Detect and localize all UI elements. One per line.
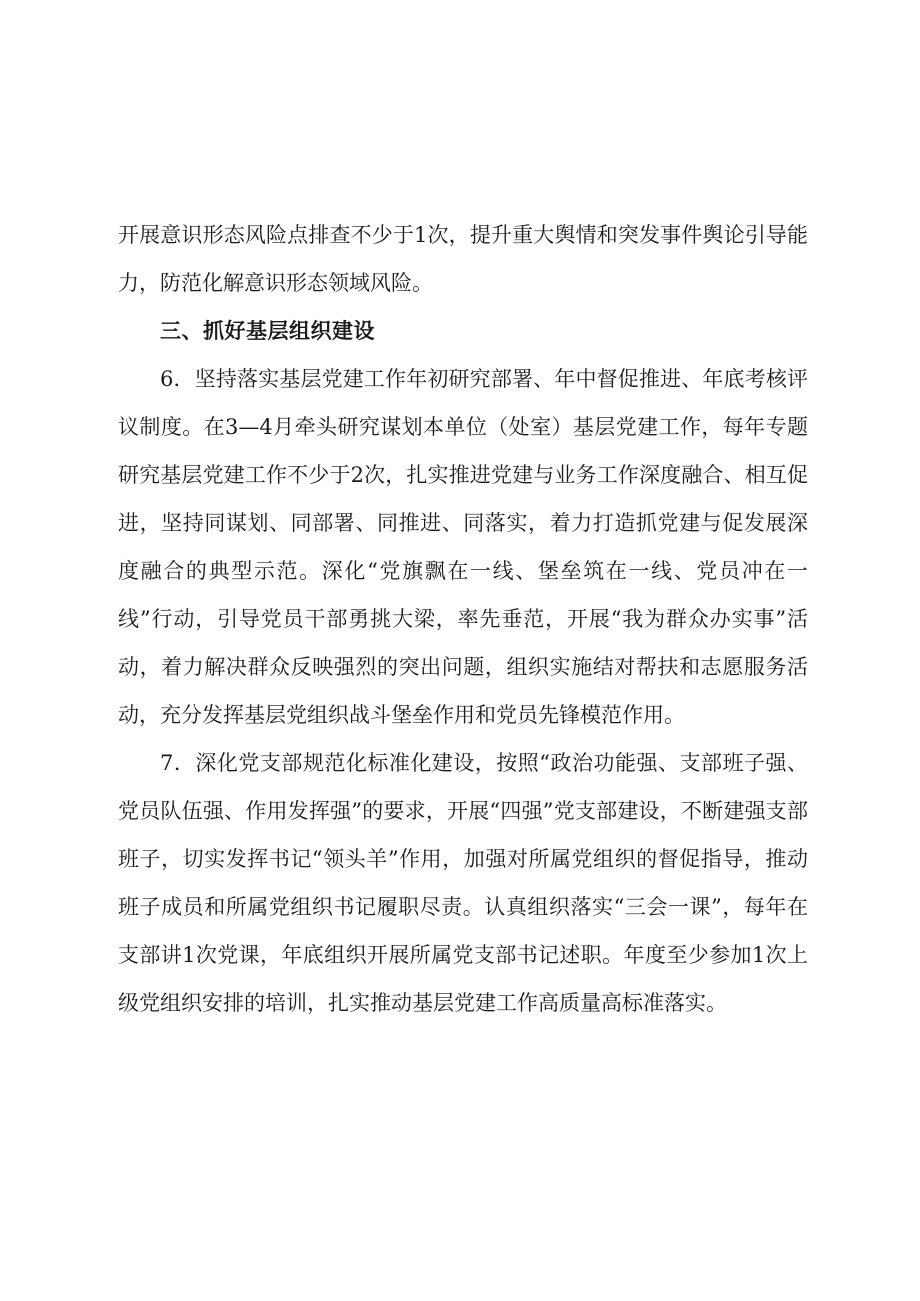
section-heading: 三、抓好基层组织建设 bbox=[160, 319, 375, 343]
paragraph-continuation: 开展意识形态风险点排查不少于1次，提升重大舆情和突发事件舆论引导能力，防范化解意识形态领域风险。 bbox=[118, 223, 808, 295]
document-body bbox=[118, 211, 808, 1027]
paragraph-item-7: 7．深化党支部规范化标准化建设，按照“政治功能强、支部班子强、党员队伍强、作用发挥强”的要求，开展“四强”党支部建设，不断建强支部班子，切实发挥书记“领头羊”作用，加强对所属党组织的督促指导，推动班子成员和所属党组织书记履职尽责。认真组织落实“三会一课”，每年在支部讲1次党课，年底组织开展所属党支部书记述职。年度至少参加1次上级党组织安排的培训，扎实推动基层党建工作高质量高标准落实。 bbox=[118, 751, 808, 1015]
paragraph-item-6: 6．坚持落实基层党建工作年初研究部署、年中督促推进、年底考核评议制度。在3—4月牵头研究谋划本单位（处室）基层党建工作，每年专题研究基层党建工作不少于2次，扎实推进党建与业务工作深度融合、相互促进，坚持同谋划、同部署、同推进、同落实，着力打造抓党建与促发展深度融合的典型示范。深化“党旗飘在一线、堡垒筑在一线、党员冲在一线”行动，引导党员干部勇挑大梁，率先垂范，开展“我为群众办实事”活动，着力解决群众反映强烈的突出问题，组织实施结对帮扶和志愿服务活动，充分发挥基层党组织战斗堡垒作用和党员先锋模范作用。 bbox=[118, 367, 808, 727]
